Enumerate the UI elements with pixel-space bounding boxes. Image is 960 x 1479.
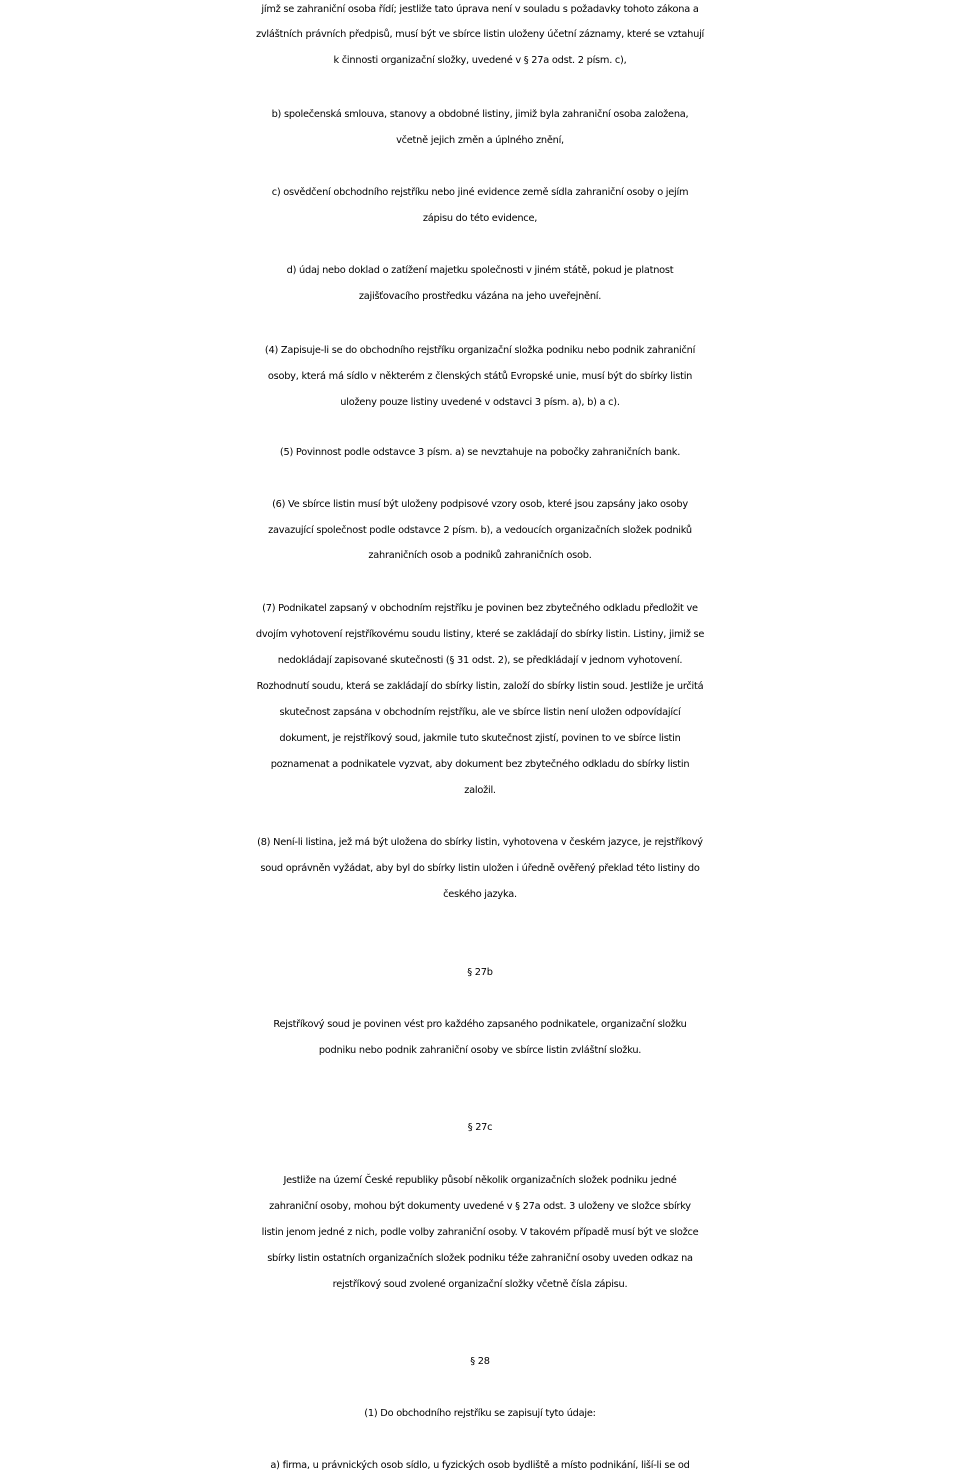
text-line: zápisu do této evidence, [422, 213, 538, 224]
text-line: zavazující společnost podle odstavce 2 písm. b), a vedoucích organizačních složek podniků [268, 525, 692, 536]
text-line: Rejstříkový soud je povinen vést pro každého zapsaného podnikatele, organizační složku [273, 1019, 687, 1030]
text-line: listin jenom jedné z nich, podle volby zahraniční osoby. V takovém případě musí být ve složce [261, 1227, 699, 1238]
text-line: podniku nebo podnik zahraniční osoby ve sbírce listin zvláštní složku. [318, 1045, 642, 1056]
text-line: soud oprávněn vyžádat, aby byl do sbírky listin uložen i úředně ověřený překlad této listiny do [260, 863, 700, 874]
text-line: skutečnost zapsána v obchodním rejstříku, ale ve sbírce listin není uložen odpovídající [279, 707, 681, 718]
text-line: a) firma, u právnických osob sídlo, u fyzických osob bydliště a místo podnikání, liší-li se od [270, 1460, 690, 1471]
text-line: zvláštních právních předpisů, musí být ve sbírce listin uloženy účetní záznamy, které se vztahují [255, 29, 705, 40]
text-line: nedokládají zapisované skutečnosti (§ 31 odst. 2), se předkládají v jednom vyhotovení. [277, 655, 683, 666]
text-line: (6) Ve sbírce listin musí být uloženy podpisové vzory osob, které jsou zapsány jako osoby [272, 499, 688, 510]
text-line: uloženy pouze listiny uvedené v odstavci 3 písm. a), b) a c). [340, 397, 620, 408]
text-line: (8) Není-li listina, jež má být uložena do sbírky listin, vyhotovena v českém jazyce, je rejstříkový [257, 837, 703, 848]
text-line: Rozhodnutí soudu, která se zakládají do sbírky listin, založí do sbírky listin soud. Jestliže je určitá [256, 681, 704, 692]
text-line: zahraniční osoby, mohou být dokumenty uvedené v § 27a odst. 3 uloženy ve složce sbírky [269, 1201, 691, 1212]
text-line: založil. [464, 785, 496, 796]
text-line: osoby, která má sídlo v některém z členských států Evropské unie, musí být do sbírky listin [267, 371, 693, 382]
text-line: jímž se zahraniční osoba řídí; jestliže tato úprava není v souladu s požadavky tohoto zákona a [261, 4, 699, 15]
text-line: poznamenat a podnikatele vyzvat, aby dokument bez zbytečného odkladu do sbírky listin [270, 759, 690, 770]
text-line: b) společenská smlouva, stanovy a obdobné listiny, jimiž byla zahraniční osoba založena, [271, 109, 689, 120]
section-heading: § 27c [467, 1122, 493, 1133]
text-line: českého jazyka. [443, 889, 517, 900]
text-line: dvojím vyhotovení rejstříkovému soudu listiny, které se zakládají do sbírky listin. Listiny, jimiž se [255, 629, 705, 640]
section-heading: § 27b [467, 967, 493, 978]
text-line: (4) Zapisuje-li se do obchodního rejstříku organizační složka podniku nebo podnik zahraniční [264, 345, 696, 356]
text-line: včetně jejich změn a úplného znění, [396, 135, 564, 146]
text-line: zahraničních osob a podniků zahraničních osob. [368, 550, 592, 561]
text-line: zajišťovacího prostředku vázána na jeho uveřejnění. [358, 291, 602, 302]
text-line: rejstříkový soud zvolené organizační složky včetně čísla zápisu. [332, 1279, 628, 1290]
text-line: d) údaj nebo doklad o zatížení majetku společnosti v jiném státě, pokud je platnost [286, 265, 674, 276]
text-line: (7) Podnikatel zapsaný v obchodním rejstříku je povinen bez zbytečného odkladu předložit ve [262, 603, 698, 614]
text-line: sbírky listin ostatních organizačních složek podniku téže zahraniční osoby uveden odkaz na [267, 1253, 693, 1264]
text-line: (5) Povinnost podle odstavce 3 písm. a) se nevztahuje na pobočky zahraničních bank. [279, 447, 681, 458]
text-line: c) osvědčení obchodního rejstříku nebo jiné evidence země sídla zahraniční osoby o jejím [271, 187, 689, 198]
text-line: dokument, je rejstříkový soud, jakmile tuto skutečnost zjistí, povinen to ve sbírce listin [279, 733, 681, 744]
text-line: Jestliže na území České republiky působí několik organizačních složek podniku jedné [283, 1175, 677, 1186]
text-line: k činnosti organizační složky, uvedené v § 27a odst. 2 písm. c), [333, 55, 627, 66]
section-heading: § 28 [470, 1356, 490, 1367]
text-line: (1) Do obchodního rejstříku se zapisují tyto údaje: [364, 1408, 596, 1419]
